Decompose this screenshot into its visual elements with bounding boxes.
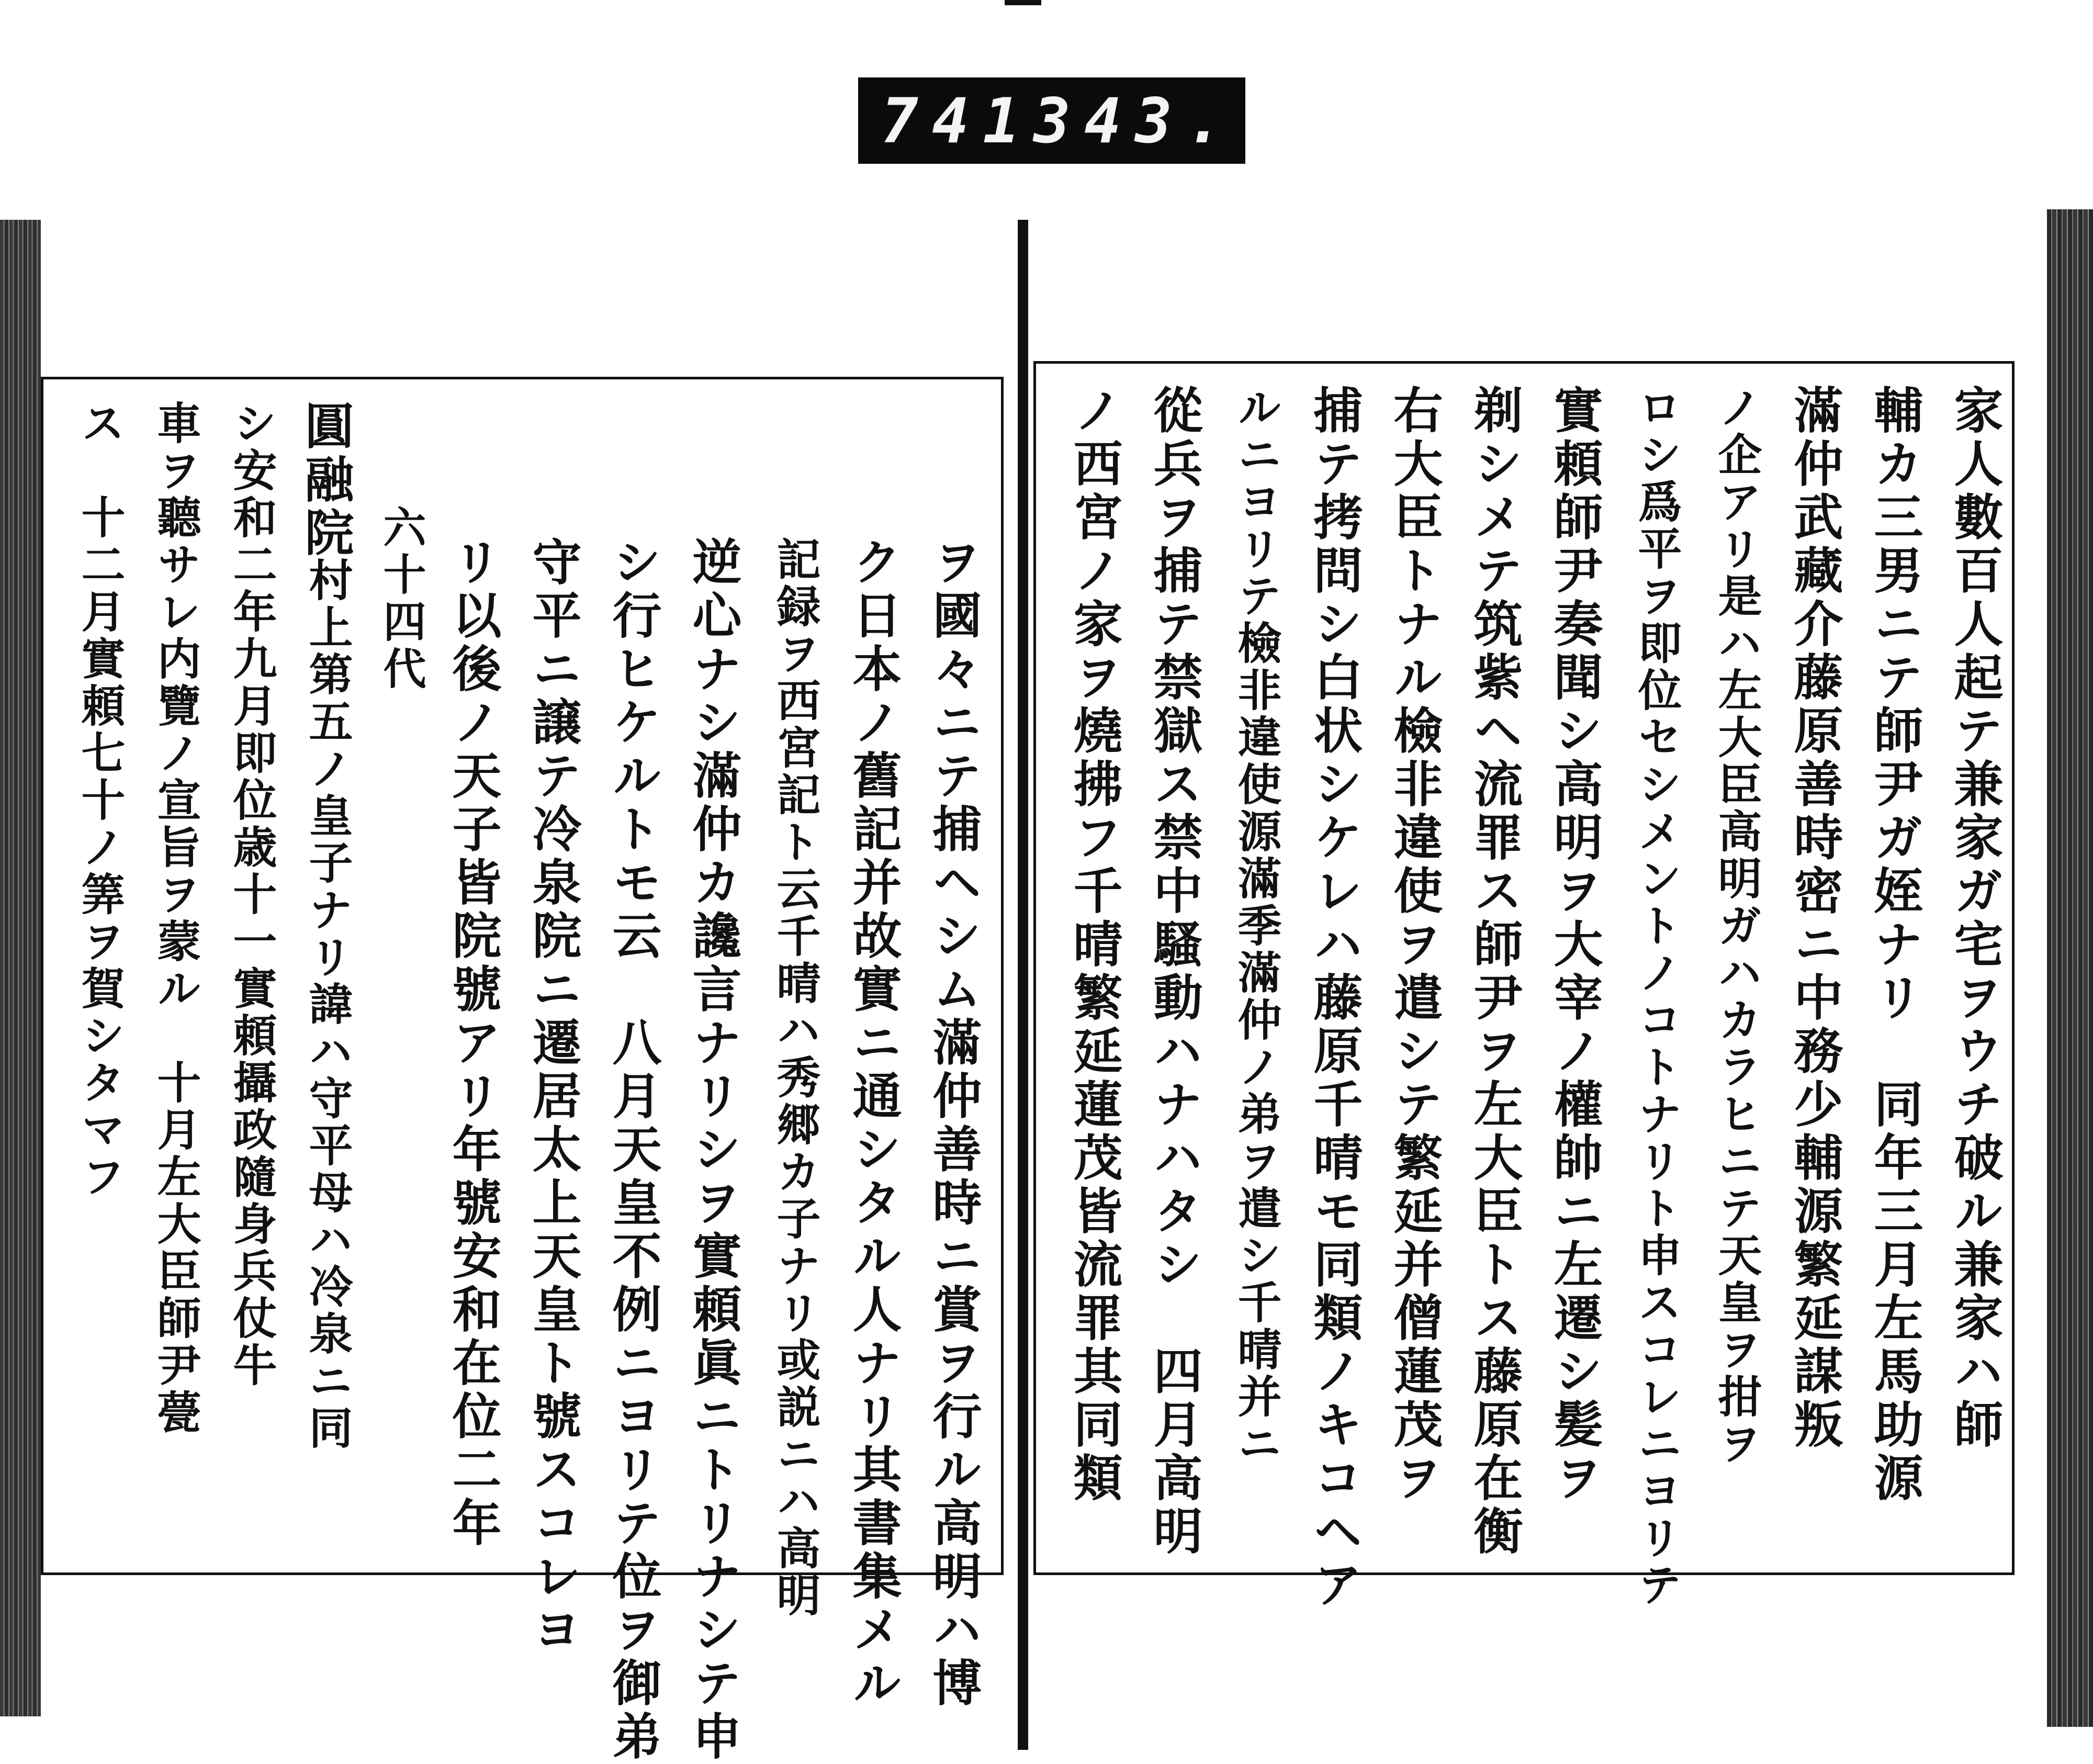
text-column: シ行ヒケルトモ云 八月天皇不例ニヨリテ位ヲ御弟	[604, 536, 661, 1764]
reign-number: 六十四代	[376, 505, 426, 693]
text-column: ク日本ノ舊記并故實ニ通シタル人ナリ其書集メル	[844, 536, 902, 1711]
center-gutter	[1018, 220, 1028, 1750]
text-column: ルニヨリテ檢非違使源滿季滿仲ノ弟ヲ遣シ千晴并ニ	[1231, 385, 1282, 1468]
catalog-number-part: 343.	[1033, 84, 1237, 157]
text-column: ロシ爲平ヲ即位セシメントノコトナリト申スコレニヨリテ	[1631, 385, 1683, 1609]
text-column: 守平ニ譲テ冷泉院ニ遷居太上天皇ト號スコレヨ	[524, 536, 581, 1657]
text-column: 滿仲武藏介藤原善時密ニ中務少輔源繁延謀叛	[1785, 385, 1843, 1452]
text-column: 記録ヲ西宮記ト云千晴ハ秀郷カ子ナリ或説ニハ高明	[770, 536, 822, 1620]
left-scan-edge	[0, 220, 41, 1716]
emperor-bio-column: ス 十二月實頼七十ノ筭ヲ賀シタマフ	[74, 400, 126, 1201]
right-scan-edge	[2047, 209, 2093, 1727]
emperor-name: 圓融院	[296, 400, 354, 560]
text-column: ヲ國々ニテ捕ヘシム滿仲善時ニ賞ヲ行ル高明ハ博	[924, 536, 982, 1711]
emperor-bio-column: 村上第五ノ皇子ナリ諱ハ守平母ハ冷泉ニ同	[302, 557, 354, 1452]
text-column: 家人數百人起テ兼家ガ宅ヲウチ破ル兼家ハ師	[1945, 385, 2003, 1452]
left-page	[41, 377, 1004, 1764]
text-column: ノ企アリ是ハ左大臣高明ガハカラヒニテ天皇ヲ拑ヲ	[1711, 385, 1763, 1468]
catalog-number-part: 741	[881, 84, 1034, 157]
text-column: ノ西宮ノ家ヲ燒拂フ千晴繁延蓮茂皆流罪其同類	[1065, 385, 1122, 1505]
catalog-number-label	[858, 77, 1245, 164]
text-column: 捕テ拷問シ白状シケレハ藤原千晴モ同類ノキコヘア	[1305, 385, 1363, 1612]
text-column: リ以後ノ天子皆院號アリ年號安和在位二年	[444, 536, 501, 1550]
text-column: 逆心ナシ滿仲カ讒言ナリシヲ實頼眞ニトリナシテ申	[684, 536, 741, 1764]
text-column: 從兵ヲ捕テ禁獄ス禁中騷動ハナハタシ 四月高明	[1145, 385, 1202, 1559]
emperor-bio-column: 車ヲ聽サレ内覽ノ宣旨ヲ蒙ル 十月左大臣師尹甍	[150, 400, 202, 1436]
text-column: 右大臣トナル檢非違使ヲ遣シテ繁延并僧蓮茂ヲ	[1385, 385, 1443, 1505]
text-column: 輔カ三男ニテ師尹ガ姪ナリ 同年三月左馬助源	[1865, 385, 1923, 1505]
text-column: 剃シメテ筑紫ヘ流罪ス師尹ヲ左大臣トス藤原在衡	[1465, 385, 1523, 1559]
top-binding-mark	[1005, 0, 1041, 5]
emperor-bio-column: シ安和二年九月即位歳十一實頼攝政隨身兵仗牛	[226, 400, 278, 1389]
right-page	[1033, 361, 2015, 1612]
text-column: 實頼師尹奏聞シ高明ヲ大宰ノ權帥ニ左遷シ髪ヲ	[1545, 385, 1603, 1505]
